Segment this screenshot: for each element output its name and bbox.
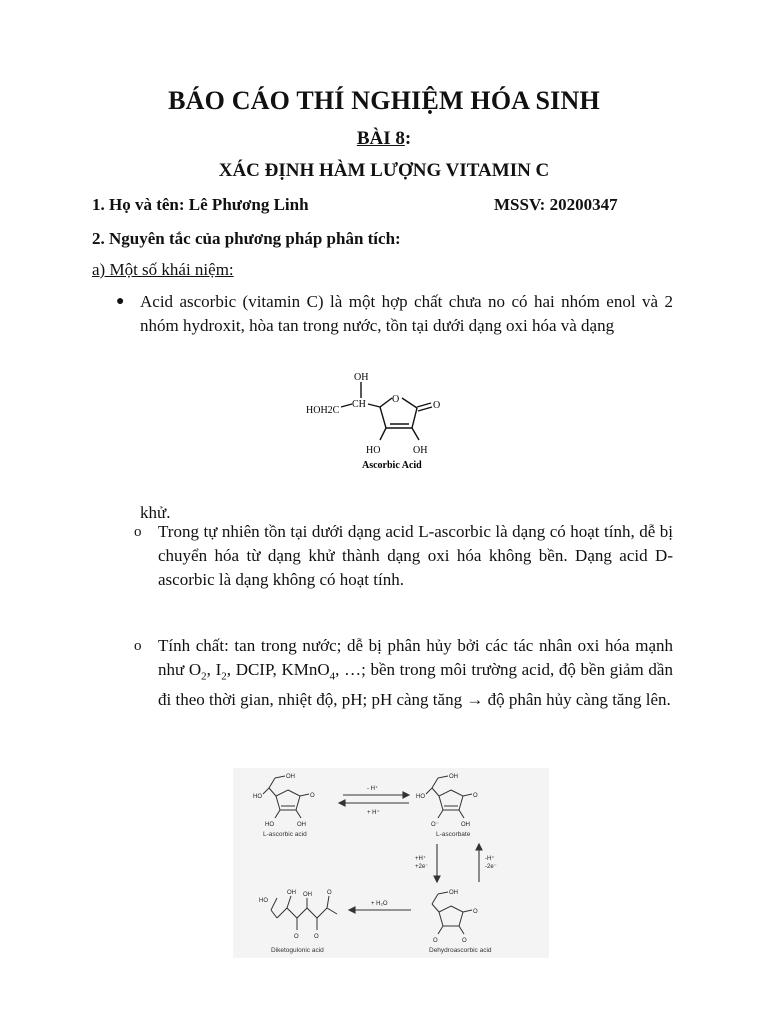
arrow-label-protonate: + H⁺ bbox=[367, 810, 380, 816]
sub-bullet-natural-form: Trong tự nhiên tồn tại dưới dạng acid L-ascorbic là dạng có hoạt tính, dễ bị chuyển hóa từ dạng khử thành dạng oxi hóa không bền. Dạng acid D-ascorbic là dạng không có hoạt tính. bbox=[158, 522, 673, 589]
subsection-heading: a) Một số khái niệm: bbox=[92, 260, 234, 279]
atom-oh: OH bbox=[303, 892, 312, 898]
atom-ho: HO bbox=[253, 794, 262, 800]
arrow-label-reduce-2: +2e⁻ bbox=[415, 864, 429, 870]
bullet-continuation: khử. bbox=[140, 503, 171, 522]
atom-o: O bbox=[294, 934, 299, 940]
student-id: MSSV: 20200347 bbox=[494, 195, 618, 214]
atom-oh: OH bbox=[286, 774, 295, 780]
sub-bullet-marker: o bbox=[134, 524, 142, 540]
atom-oh: OH bbox=[461, 822, 470, 828]
atom-oh: OH bbox=[449, 774, 458, 780]
ascorbic-acid-structure bbox=[296, 362, 466, 474]
atom-o: O bbox=[473, 909, 478, 915]
student-name: 1. Họ và tên: Lê Phương Linh bbox=[92, 195, 309, 214]
label-hoh2c: HOH2C bbox=[306, 405, 340, 416]
atom-o: O bbox=[433, 938, 438, 944]
atom-ho: HO bbox=[416, 794, 425, 800]
label-o-carbonyl: O bbox=[433, 400, 441, 411]
arrow-label-reduce-1: +H⁺ bbox=[415, 856, 427, 862]
atom-oh: OH bbox=[287, 890, 296, 896]
experiment-subject: XÁC ĐỊNH HÀM LƯỢNG VITAMIN C bbox=[218, 160, 550, 181]
section-heading: 2. Nguyên tắc của phương pháp phân tích: bbox=[92, 229, 401, 248]
lesson-number bbox=[0, 128, 768, 150]
figure-caption: Ascorbic Acid bbox=[362, 460, 422, 471]
arrow-label-oxidize-2: -2e⁻ bbox=[485, 864, 497, 870]
atom-oh: OH bbox=[297, 822, 306, 828]
bullet-dot: ● bbox=[116, 294, 125, 309]
atom-ho: HO bbox=[259, 898, 268, 904]
compound-label-l-ascorbate: L-ascorbate bbox=[436, 831, 471, 838]
atom-o: O bbox=[314, 934, 319, 940]
sub-bullet-properties: Tính chất: tan trong nước; dễ bị phân hủy bởi các tác nhân oxi hóa mạnh như $O_2$, $I_2$, DCIP, KMnO$_4$, …; bền trong môi trường acid, độ bền giảm dần đi theo thời gian, nhiệt độ, pH; pH càng tăng → độ phân hủy càng tăng lên. bbox=[158, 636, 673, 710]
report-title: BÁO CÁO THÍ NGHIỆM HÓA SINH bbox=[168, 86, 600, 115]
ascorbic-acid-reaction-scheme bbox=[233, 768, 549, 958]
label-oh: OH bbox=[413, 445, 428, 456]
label-o-ring: O bbox=[392, 394, 400, 405]
arrow-label-oxidize-1: -H⁺ bbox=[485, 856, 495, 862]
atom-o: O bbox=[310, 793, 315, 799]
compound-label-diketogulonic-acid: Diketogulonic acid bbox=[271, 947, 324, 954]
atom-o-minus: O⁻ bbox=[431, 822, 439, 828]
compound-label-dehydroascorbic-acid: Dehydroascorbic acid bbox=[429, 947, 492, 954]
label-oh-top: OH bbox=[354, 372, 369, 383]
atom-o: O bbox=[462, 938, 467, 944]
atom-o: O bbox=[327, 890, 332, 896]
atom-ho: HO bbox=[265, 822, 274, 828]
lesson-label: BÀI 8 bbox=[356, 128, 405, 149]
arrow-label-deprotonate: - H⁺ bbox=[367, 786, 379, 792]
lesson-colon: : bbox=[404, 128, 412, 149]
label-ch: CH bbox=[352, 399, 366, 410]
arrow-label-hydrolysis: + H₂O bbox=[371, 901, 388, 907]
bullet-text-vitamin-c: Acid ascorbic (vitamin C) là một hợp chất chưa no có hai nhóm enol và 2 nhóm hydroxit, hòa tan trong nước, tồn tại dưới dạng oxi hóa và dạng bbox=[140, 292, 673, 335]
atom-oh: OH bbox=[449, 890, 458, 896]
sub-bullet-marker: o bbox=[134, 638, 142, 654]
atom-o: O bbox=[473, 793, 478, 799]
label-ho: HO bbox=[366, 445, 381, 456]
compound-label-l-ascorbic-acid: L-ascorbic acid bbox=[263, 831, 307, 838]
